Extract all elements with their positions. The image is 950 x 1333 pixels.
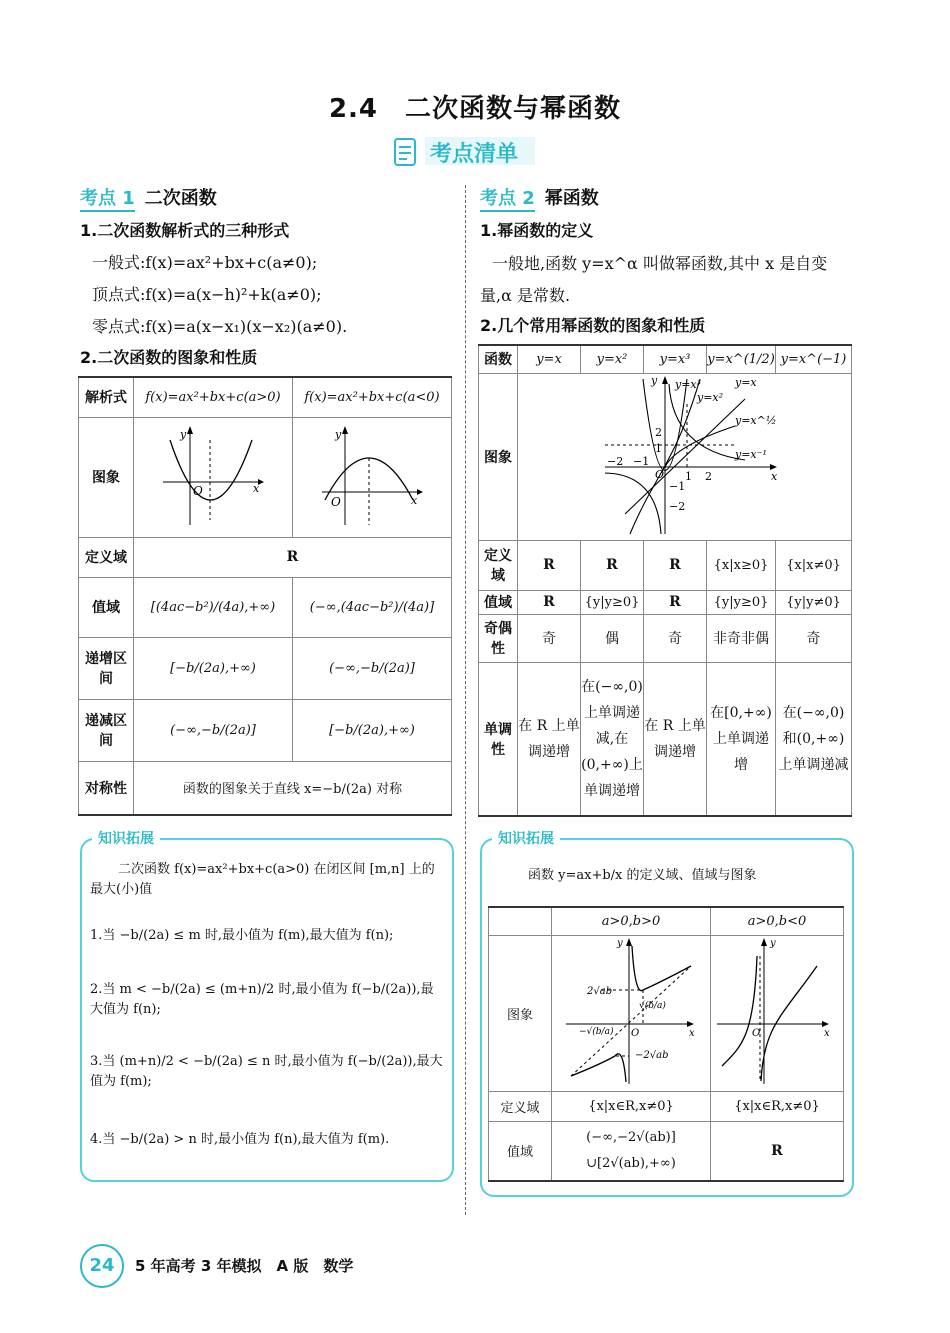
right-extension-box [480,831,854,1197]
left-sub2: 2.二次函数的图象和性质 [80,348,258,367]
graph-nike-neg [711,935,844,1091]
ext2-th-pos: a>0,b>0 [552,907,711,935]
dom-2: R [644,540,707,590]
label-x: y=x [734,375,757,389]
row-graph-label: 图象 [79,417,134,537]
g-sqrtba: √(b/a) [639,1001,666,1011]
left-heading-text: 二次函数 [144,188,217,209]
form-vertex: 顶点式:f(x)=a(x−h)²+k(a≠0); [92,285,322,304]
row-domain-label: 定义域 [479,540,518,590]
svg-text:−2: −2 [606,454,623,468]
row-parity-label: 奇偶性 [479,614,518,662]
row-symmetry-label: 对称性 [79,761,134,815]
svg-text:y: y [335,428,342,441]
section-badge [390,135,540,169]
row-mono-label: 单调性 [479,662,518,816]
ext2-range-pos-b: ∪[2√(ab),+∞) [586,1155,676,1171]
ext-intro: 二次函数 f(x)=ax²+bx+c(a>0) 在闭区间 [m,n] 上的最大(小)值 [90,862,435,897]
left-extension-tag: 知识拓展 [92,828,160,848]
ext2-row-graph: 图象 [489,935,552,1091]
ext-item-2: 2.当 m < −b/(2a) ≤ (m+n)/2 时,最小值为 f(−b/(2a)),最大值为 f(n); [90,982,434,1017]
left-extension-box [80,831,454,1182]
svg-text:O: O [631,1028,640,1039]
parity-4: 奇 [776,614,852,662]
g-neg-sqrtba: −√(b/a) [579,1027,614,1037]
svg-text:O: O [752,1028,761,1039]
badge-label: 考点清单 [430,142,519,167]
range-1: {y|y≥0} [581,590,644,614]
label-x2: y=x² [696,390,723,404]
svg-text:O: O [193,484,203,498]
dom-3: {x|x≥0} [707,540,776,590]
ext2-th-blank [489,907,552,935]
decrease-a-neg: [−b/(2a),+∞) [293,699,452,761]
svg-text:−1: −1 [668,479,685,493]
graph-nike-pos [552,935,711,1091]
ext-item-3: 3.当 (m+n)/2 < −b/(2a) ≤ n 时,最小值为 f(−b/(2a)),最大值为 f(m); [90,1054,443,1089]
mono-2: 在 R 上单调递增 [644,662,707,816]
row-range-label: 值域 [79,577,134,637]
increase-a-neg: (−∞,−b/(2a)] [293,637,452,699]
svg-text:y: y [650,373,657,387]
row-increase-label: 递增区间 [79,637,134,699]
right-sub1: 1.幂函数的定义 [480,221,594,240]
footer-book-title: 5 年高考 3 年模拟 A 版 数学 [135,1257,354,1275]
page-number: 24 [80,1244,124,1288]
mono-1: 在(−∞,0)上单调递减,在(0,+∞)上单调递增 [581,662,644,816]
svg-text:2: 2 [704,469,712,483]
th-y-x3: y=x³ [644,345,707,373]
th-y-x: y=x [518,345,581,373]
range-a-neg: (−∞,(4ac−b²)/(4a)] [293,577,452,637]
parity-0: 奇 [518,614,581,662]
ext2-row-range: 值域 [489,1121,552,1181]
svg-text:x: x [824,1028,830,1039]
decrease-a-pos: (−∞,−b/(2a)] [134,699,293,761]
row-range-label: 值域 [479,590,518,614]
mono-3: 在[0,+∞)上单调递增 [707,662,776,816]
right-extension-tag: 知识拓展 [492,828,560,848]
symmetry-value: 函数的图象关于直线 x=−b/(2a) 对称 [134,761,452,815]
left-section-heading [80,184,217,210]
right-heading-text: 幂函数 [544,188,599,209]
power-functions-graph [518,373,852,540]
ext2-range-pos [552,1121,711,1181]
dom-0: R [518,540,581,590]
column-divider [465,185,466,1215]
th-a-pos: f(x)=ax²+bx+c(a>0) [134,377,293,417]
svg-text:x: x [770,469,777,483]
g-2sqrtab: 2√ab [587,986,613,997]
row-domain-label: 定义域 [79,537,134,577]
ext-item-1: 1.当 −b/(2a) ≤ m 时,最小值为 f(m),最大值为 f(n); [90,928,394,943]
th-y-x2: y=x² [581,345,644,373]
dom-4: {x|x≠0} [776,540,852,590]
nike-function-table [488,906,844,1182]
form-general: 一般式:f(x)=ax²+bx+c(a≠0); [92,253,318,272]
parity-1: 偶 [581,614,644,662]
right-section-heading [480,184,599,210]
svg-text:y: y [770,938,776,949]
svg-text:x: x [253,482,260,495]
svg-text:1: 1 [684,469,692,483]
svg-text:y: y [617,938,623,949]
parity-3: 非奇非偶 [707,614,776,662]
range-4: {y|y≠0} [776,590,852,614]
range-0: R [518,590,581,614]
power-table [478,344,852,817]
domain-value: R [134,537,452,577]
svg-text:O: O [654,467,664,481]
row-decrease-label: 递减区间 [79,699,134,761]
range-3: {y|y≥0} [707,590,776,614]
th-a-neg: f(x)=ax²+bx+c(a<0) [293,377,452,417]
range-2: R [644,590,707,614]
page-title: 2.4 二次函数与幂函数 [328,94,622,124]
svg-text:−2: −2 [668,499,685,513]
parity-2: 奇 [644,614,707,662]
graph-upward-parabola [134,417,293,537]
ext2-intro: 函数 y=ax+b/x 的定义域、值域与图象 [528,868,757,883]
svg-text:x: x [411,494,418,507]
ext2-range-pos-a: (−∞,−2√(ab)] [586,1129,676,1145]
quadratic-table [78,376,452,816]
dom-1: R [581,540,644,590]
ext2-dom-pos: {x|x∈R,x≠0} [552,1091,711,1121]
ext-item-4: 4.当 −b/(2a) > n 时,最小值为 f(n),最大值为 f(m). [90,1132,390,1147]
ext2-row-domain: 定义域 [489,1091,552,1121]
th-y-sqrt: y=x^(1/2) [707,345,776,373]
power-definition: 一般地,函数 y=x^α 叫做幂函数,其中 x 是自变量,α 是常数. [480,254,828,305]
svg-text:x: x [689,1028,695,1039]
g-neg-2sqrtab: −2√ab [635,1050,669,1061]
right-tag: 考点 2 [480,188,535,212]
range-a-pos: [(4ac−b²)/(4a),+∞) [134,577,293,637]
label-x3: y=x³ [674,377,701,391]
th-func: 函数 [479,345,518,373]
svg-text:O: O [331,495,341,509]
svg-text:2: 2 [654,425,662,439]
mono-0: 在 R 上单调递增 [518,662,581,816]
left-tag: 考点 1 [80,188,135,212]
left-sub1: 1.二次函数解析式的三种形式 [80,221,290,240]
svg-text:1: 1 [654,441,662,455]
ext2-th-neg: a>0,b<0 [711,907,844,935]
svg-text:−1: −1 [632,454,649,468]
ext2-dom-neg: {x|x∈R,x≠0} [711,1091,844,1121]
ext2-range-neg: R [711,1121,844,1181]
increase-a-pos: [−b/(2a),+∞) [134,637,293,699]
mono-4: 在(−∞,0)和(0,+∞)上单调递减 [776,662,852,816]
th-y-inv: y=x^(−1) [776,345,852,373]
row-graph-label: 图象 [479,373,518,540]
svg-text:y: y [180,428,187,441]
th-expr: 解析式 [79,377,134,417]
right-sub2: 2.几个常用幂函数的图象和性质 [480,316,706,335]
label-inv: y=x⁻¹ [734,447,767,461]
graph-downward-parabola [293,417,452,537]
label-sqrt: y=x^½ [734,413,777,427]
form-zero: 零点式:f(x)=a(x−x₁)(x−x₂)(a≠0). [92,317,348,336]
